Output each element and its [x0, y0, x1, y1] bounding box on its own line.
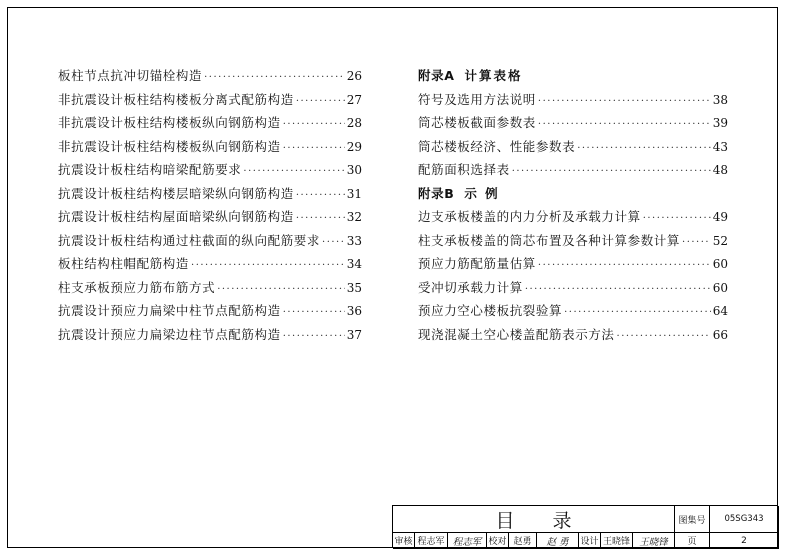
designer-signature: 王晓锋 [633, 533, 675, 549]
toc-entry[interactable] [58, 184, 362, 208]
leader-dots [617, 331, 711, 342]
toc-entry-title: 配筋面积选择表 [418, 162, 510, 177]
toc-entry-page: 36 [346, 304, 362, 318]
toc-entry-page: 60 [712, 280, 728, 295]
toc-entry[interactable] [418, 301, 728, 325]
toc-entry-page: 52 [712, 233, 728, 248]
toc-entry-title: 板柱结构柱帽配筋构造 [58, 256, 190, 271]
toc-entry[interactable] [418, 90, 728, 114]
toc-entry[interactable] [418, 207, 728, 231]
toc-entry-page: 32 [346, 210, 362, 224]
toc-entry-page: 26 [346, 69, 362, 83]
toc-left-column [58, 66, 362, 348]
toc-entry-title: 抗震设计预应力扁梁中柱节点配筋构造 [58, 303, 281, 318]
check-label: 校对 [487, 533, 509, 549]
toc-entry[interactable] [58, 90, 362, 114]
toc-entry-page: 30 [346, 163, 362, 177]
toc-entry-page: 33 [346, 233, 362, 248]
appendix-b-heading [418, 184, 728, 208]
atlas-number: 05SG343 [710, 506, 779, 533]
toc-entry-page: 27 [346, 92, 362, 107]
appendix-a-label: 附录A [418, 68, 455, 83]
reviewer-name: 程志军 [415, 533, 448, 549]
appendix-a-name: 计算表格 [464, 68, 523, 83]
toc-entry-page: 64 [712, 304, 728, 318]
leader-dots [682, 237, 711, 248]
appendix-a-heading [418, 66, 728, 90]
leader-dots [322, 237, 345, 248]
toc-entry-title: 非抗震设计板柱结构楼板纵向钢筋构造 [58, 115, 281, 130]
leader-dots [538, 119, 711, 130]
toc-entry[interactable] [58, 325, 362, 349]
toc-entry-title: 柱支承板楼盖的筒芯布置及各种计算参数计算 [418, 232, 681, 248]
checker-name: 赵勇 [509, 533, 537, 549]
toc-entry-page: 39 [712, 116, 728, 130]
toc-entry-title: 抗震设计板柱结构屋面暗梁纵向钢筋构造 [58, 209, 294, 224]
toc-entry[interactable] [58, 113, 362, 137]
atlas-number-label: 图集号 [675, 506, 710, 533]
toc-entry-title: 柱支承板预应力筋布筋方式 [58, 279, 216, 295]
leader-dots [525, 284, 711, 295]
leader-dots [204, 72, 345, 83]
toc-entry[interactable] [418, 278, 728, 302]
toc-entry-page: 48 [712, 163, 728, 177]
toc-entry[interactable] [58, 301, 362, 325]
toc-entry-title: 预应力空心楼板抗裂验算 [418, 303, 563, 318]
title-block [392, 505, 778, 548]
leader-dots [283, 331, 345, 342]
checker-signature: 赵 勇 [537, 533, 579, 549]
toc-entry[interactable] [418, 137, 728, 161]
toc-entry-title: 现浇混凝土空心楼盖配筋表示方法 [418, 326, 615, 342]
leader-dots [296, 213, 345, 224]
toc-entry-title: 符号及选用方法说明 [418, 91, 536, 107]
toc-entry-title: 筒芯楼板截面参数表 [418, 115, 536, 130]
reviewer-signature: 程志军 [448, 533, 487, 549]
toc-entry[interactable] [418, 160, 728, 184]
toc-entry-title: 受冲切承载力计算 [418, 279, 523, 295]
toc-entry-page: 34 [346, 257, 362, 271]
leader-dots [577, 143, 711, 154]
toc-entry-title: 抗震设计板柱结构楼层暗梁纵向钢筋构造 [58, 185, 294, 201]
toc-entry[interactable] [418, 113, 728, 137]
leader-dots [538, 96, 711, 107]
toc-entry-title: 边支承板楼盖的内力分析及承载力计算 [418, 209, 641, 224]
toc-entry-title: 抗震设计预应力扁梁边柱节点配筋构造 [58, 326, 281, 342]
toc-entry[interactable] [58, 160, 362, 184]
toc-entry[interactable] [418, 254, 728, 278]
leader-dots [283, 307, 345, 318]
toc-entry-title: 预应力筋配筋量估算 [418, 256, 536, 271]
design-label: 设计 [579, 533, 601, 549]
toc-entry[interactable] [58, 207, 362, 231]
toc-entry[interactable] [58, 254, 362, 278]
leader-dots [191, 260, 345, 271]
toc-entry-page: 49 [712, 210, 728, 224]
toc-entry[interactable] [58, 231, 362, 255]
toc-entry[interactable] [58, 137, 362, 161]
toc-entry-title: 非抗震设计板柱结构楼板分离式配筋构造 [58, 91, 294, 107]
leader-dots [538, 260, 711, 271]
toc-entry-page: 66 [712, 327, 728, 342]
leader-dots [243, 166, 344, 177]
page-number: 2 [710, 533, 779, 549]
toc-entry[interactable] [418, 325, 728, 349]
page-label: 页 [675, 533, 710, 549]
toc-entry-page: 38 [712, 92, 728, 107]
leader-dots [283, 119, 345, 130]
leader-dots [643, 213, 711, 224]
leader-dots [512, 166, 711, 177]
toc-entry[interactable] [58, 66, 362, 90]
toc-entry-page: 60 [712, 257, 728, 271]
title-block-title: 目录 [393, 506, 675, 533]
toc-entry-title: 抗震设计板柱结构暗梁配筋要求 [58, 162, 242, 177]
toc-entry-page: 31 [346, 186, 362, 201]
leader-dots [564, 307, 711, 318]
leader-dots [217, 284, 345, 295]
leader-dots [296, 190, 345, 201]
appendix-b-label: 附录B [418, 185, 455, 201]
review-label: 审核 [393, 533, 415, 549]
toc-entry-title: 抗震设计板柱结构通过柱截面的纵向配筋要求 [58, 232, 321, 248]
designer-name: 王晓锋 [601, 533, 633, 549]
leader-dots [296, 96, 345, 107]
toc-entry[interactable] [58, 278, 362, 302]
toc-entry-page: 29 [346, 139, 362, 154]
toc-entry[interactable] [418, 231, 728, 255]
toc-entry-page: 35 [346, 280, 362, 295]
toc-entry-page: 37 [346, 327, 362, 342]
toc-entry-title: 筒芯楼板经济、性能参数表 [418, 138, 576, 154]
toc-entry-page: 43 [712, 139, 728, 154]
toc-entry-page: 28 [346, 116, 362, 130]
toc-right-column [418, 66, 728, 348]
appendix-b-name: 示 例 [464, 185, 500, 201]
toc-entry-title: 板柱节点抗冲切锚栓构造 [58, 68, 203, 83]
leader-dots [283, 143, 345, 154]
toc-entry-title: 非抗震设计板柱结构楼板纵向钢筋构造 [58, 138, 281, 154]
